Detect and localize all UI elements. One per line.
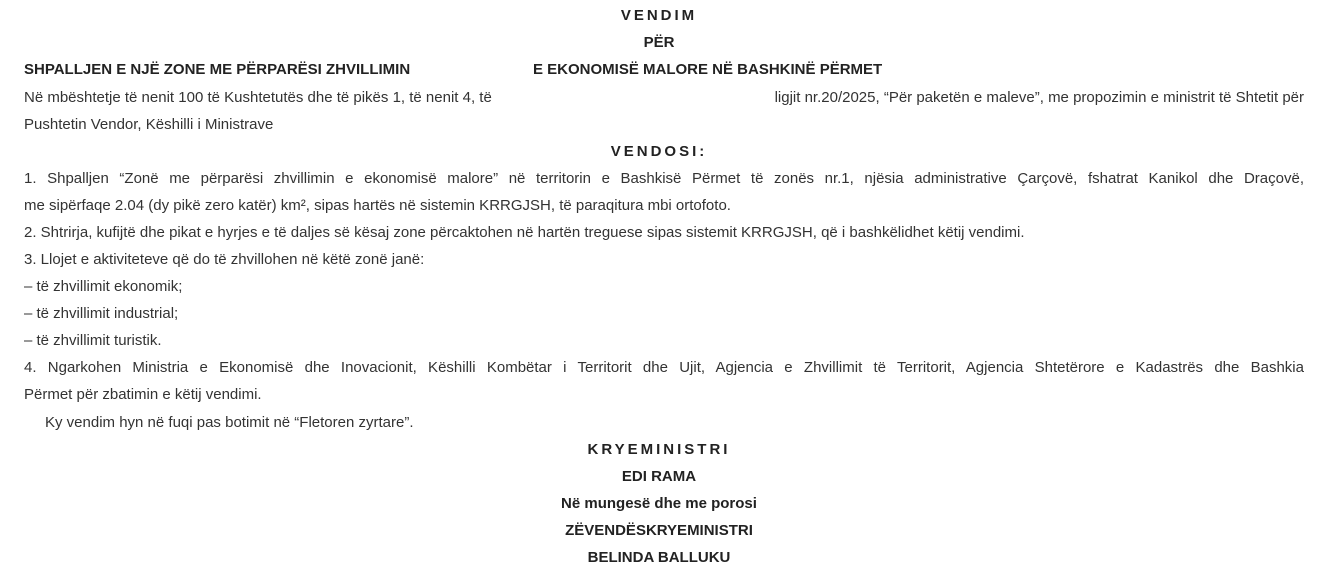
subject-right: E EKONOMISË MALORE NË BASHKINË PËRMET — [533, 61, 883, 78]
signature-deputy-name: BELINDA BALLUKU — [587, 549, 731, 566]
subject-left: SHPALLJEN E NJË ZONE ME PËRPARËSI ZHVILLIMIN — [24, 61, 411, 78]
point-3-item-industrial: – të zhvillimit industrial; — [24, 305, 179, 322]
point-1-line-2: me sipërfaqe 2.04 (dy pikë zero katër) km², sipas hartës në sistemin KRRGJSH, të paraqitura mbi ortofoto. — [24, 197, 731, 214]
point-3: 3. Llojet e aktiviteteve që do të zhvillohen në këtë zonë janë: — [24, 251, 425, 268]
decided-heading: VENDOSI: — [610, 143, 708, 160]
decision-heading: VENDIM — [620, 7, 698, 24]
point-4-line-2: Përmet për zbatimin e këtij vendimi. — [24, 386, 262, 403]
point-3-item-tourism: – të zhvillimit turistik. — [24, 332, 162, 349]
preamble-line-1 — [24, 89, 1304, 107]
point-3-item-economic: – të zhvillimit ekonomik; — [24, 278, 183, 295]
closing-statement: Ky vendim hyn në fuqi pas botimit në “Fletoren zyrtare”. — [45, 414, 414, 431]
signature-name: EDI RAMA — [621, 468, 697, 485]
point-1-line-1: 1. Shpalljen “Zonë me përparësi zhvillimin e ekonomisë malore” në territorin e Bashkisë Përmet të zonës nr.1, njësia administrative Çarçovë, fshatrat Kanikol dhe Draçovë, — [24, 170, 1304, 187]
decision-subject — [24, 61, 1304, 79]
preamble-right: ligjit nr.20/2025, “Për paketën e maleve”, me propozimin e ministrit të Shtetit për — [774, 89, 1304, 106]
preamble-line-2: Pushtetin Vendor, Këshilli i Ministrave — [24, 116, 274, 133]
signature-absence-note: Në mungesë dhe me porosi — [561, 495, 757, 512]
preamble-left: Në mbështetje të nenit 100 të Kushtetutës dhe të pikës 1, të nenit 4, të — [24, 89, 492, 106]
signature-deputy-title: ZËVENDËSKRYEMINISTRI — [565, 522, 753, 539]
point-2: 2. Shtrirja, kufijtë dhe pikat e hyrjes e të daljes së kësaj zone përcaktohen në hartën treguese sipas sistemit KRRGJSH, që i bashkëlidhet këtij vendimi. — [24, 224, 1025, 241]
decision-for: PËR — [643, 34, 675, 51]
point-4-line-1: 4. Ngarkohen Ministria e Ekonomisë dhe Inovacionit, Këshilli Kombëtar i Territorit dhe Ujit, Agjencia e Zhvillimit të Territorit, Agjencia Shtetërore e Kadastrës dhe Bashkia — [24, 359, 1304, 376]
signature-title: KRYEMINISTRI — [587, 441, 731, 458]
